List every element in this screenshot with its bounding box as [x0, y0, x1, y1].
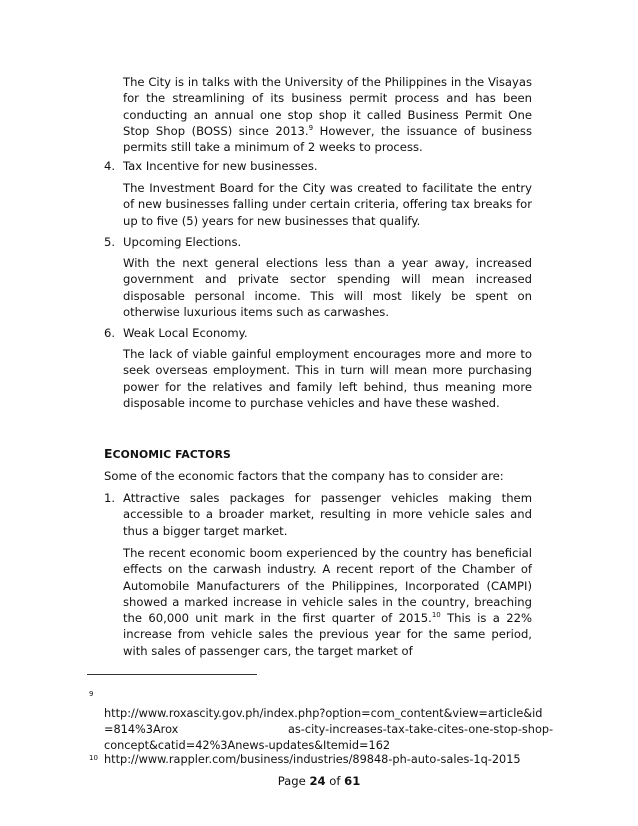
- list-item-text: Attractive sales packages for passenger vehicles making them accessible to a broader market, resulting in more vehicle sales and thus a bigger target market.: [123, 491, 532, 538]
- page-total: 61: [344, 774, 361, 788]
- list-item-label: Tax Incentive for new businesses.: [123, 159, 318, 173]
- paragraph-business-permit: [123, 74, 532, 155]
- list-item-6: [104, 325, 248, 341]
- footnote-9-link-line1[interactable]: http://www.roxascity.gov.ph/index.php?option=com_content&view=article&id: [104, 707, 543, 720]
- paragraph-text: The recent economic boom experienced by the country has beneficial effects on the carwash industry. A recent report of the Chamber of Automobile Manufacturers of the Philippines, Incorporated (CAMPI) showed a marked increase in vehicle sales in the country, breaching the 60,000 unit mark in the first quarter of 2015.: [123, 546, 532, 626]
- footnote-ref-10[interactable]: 10: [431, 611, 441, 620]
- footnote-ref-9[interactable]: 9: [308, 124, 314, 133]
- list-number: 5.: [104, 235, 116, 249]
- paragraph-local-economy: The lack of viable gainful employment encourages more and more to seek overseas employment. This in turn will mean more purchasing power for the relatives and family left behind, thus meaning more disposable income to purchase vehicles and have these washed.: [123, 347, 532, 410]
- paragraph-economic-boom: [123, 545, 532, 659]
- footnote-9-link-line3[interactable]: concept&catid=42%3Anews-updates&Itemid=162: [104, 739, 391, 752]
- section-intro: Some of the economic factors that the company has to consider are:: [104, 469, 504, 483]
- paragraph-text-tail: However, the issuance of business permits still take a minimum of 2 weeks to process.: [123, 123, 532, 155]
- footnote-9-link-line2b[interactable]: as-city-increases-tax-take-cites-one-stop-shop-: [288, 723, 554, 736]
- page-number: 24: [309, 774, 326, 788]
- footer-middle: of: [325, 774, 345, 788]
- econ-list-item-1: [104, 490, 532, 539]
- footnote-mark-9: 9: [89, 690, 94, 698]
- list-item-4: [104, 158, 318, 174]
- list-number: 6.: [104, 326, 116, 340]
- list-item-5: [104, 234, 241, 250]
- section-heading-economic-factors: [104, 446, 231, 461]
- heading-rest: CONOMIC FACTORS: [112, 448, 231, 461]
- list-number: 1.: [104, 491, 116, 505]
- footnote-mark-10: 10: [89, 754, 98, 762]
- paragraph-text: The City is in talks with the University of the Philippines in the Visayas for the streamlining of its business permit process and has been conducting an annual one stop shop it called Business Permit One Stop Shop (BOSS) since 2013.: [123, 75, 532, 138]
- footnote-10-link[interactable]: http://www.rappler.com/business/industries/89848-ph-auto-sales-1q-2015: [104, 753, 521, 766]
- page-footer: [0, 774, 638, 788]
- list-item-label: Weak Local Economy.: [123, 326, 248, 340]
- footnote-9-link-line2[interactable]: =814%3Arox: [104, 723, 179, 736]
- paragraph-tax-incentive: The Investment Board for the City was created to facilitate the entry of new businesses falling under certain criteria, offering tax breaks for up to five (5) years for new businesses that qualify.: [123, 181, 532, 228]
- paragraph-elections: With the next general elections less than a year away, increased government and private sector spending will mean increased disposable personal income. This will most likely be spent on otherwise luxurious items such as carwashes.: [123, 256, 532, 319]
- heading-initial: E: [104, 446, 113, 461]
- list-number: 4.: [104, 159, 116, 173]
- list-item-label: Upcoming Elections.: [123, 235, 242, 249]
- footnote-divider: [87, 674, 257, 675]
- paragraph-text-tail: This is a 22% increase from vehicle sales the previous year for the same period, with sales of passenger cars, the target market of: [123, 611, 532, 658]
- footer-prefix: Page: [277, 774, 310, 788]
